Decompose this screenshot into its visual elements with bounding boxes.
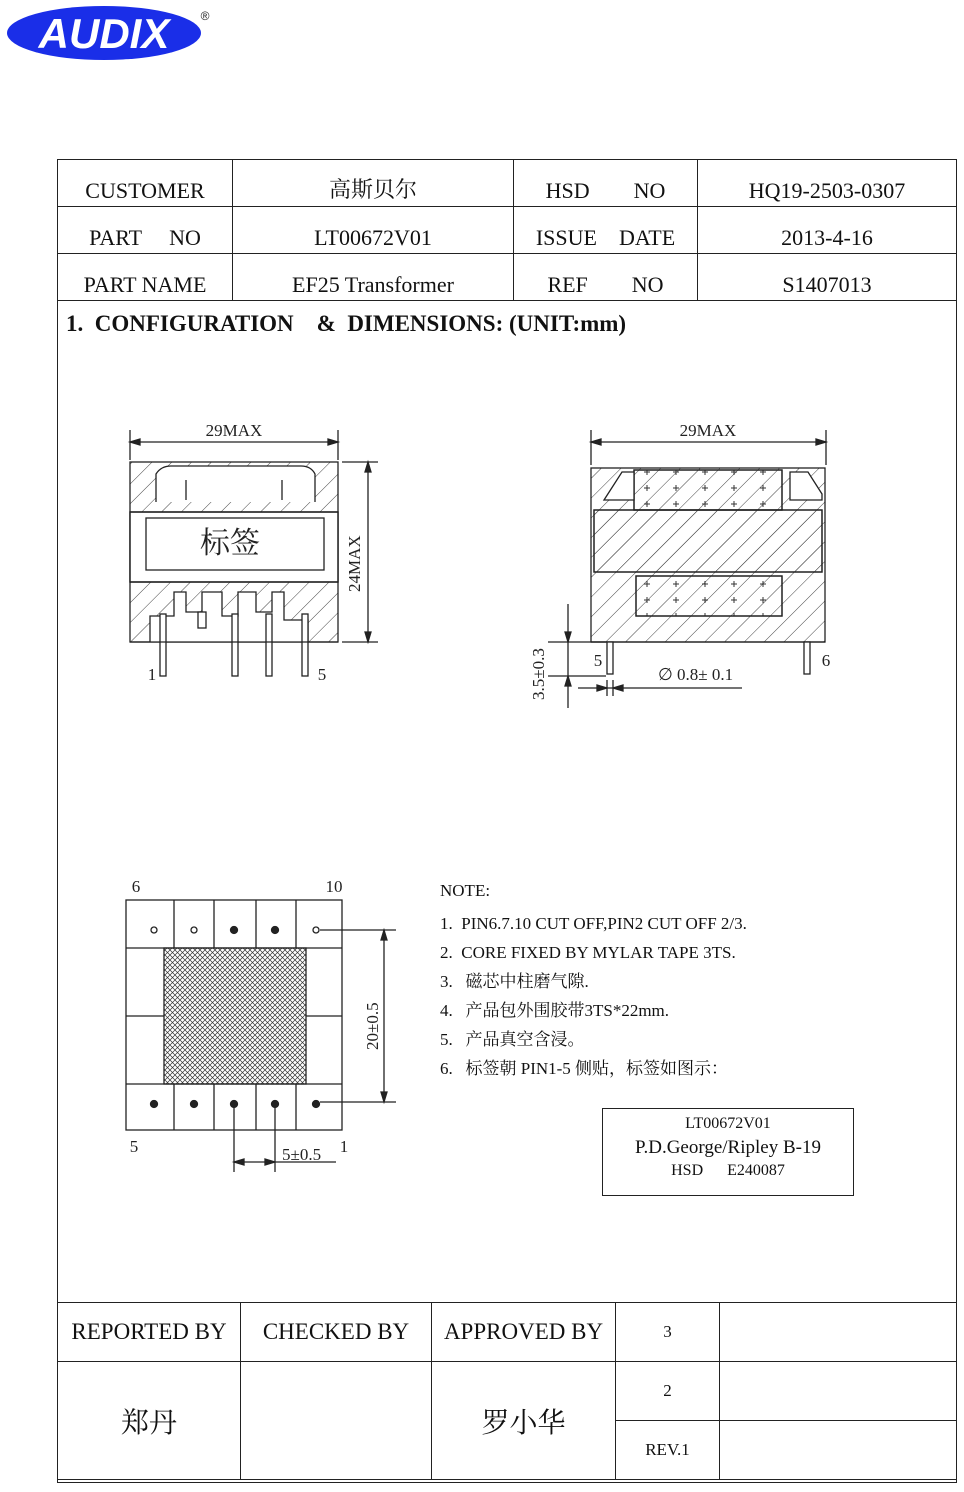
side-pin-6-label: 6 <box>821 651 831 670</box>
part-name-label: PART NAME <box>58 254 233 301</box>
approved-signature: 罗小华 <box>432 1362 616 1480</box>
part-no-label: PART NO <box>58 207 233 254</box>
pin-height-dim: 3.5±0.3 <box>529 648 548 700</box>
side-pin-5-label: 5 <box>593 651 603 670</box>
revision-3: 3 <box>616 1303 720 1362</box>
label-part-no: LT00672V01 <box>685 1115 771 1132</box>
label-text: 标签 <box>200 527 260 560</box>
front-pin-1-label: 1 <box>147 665 157 684</box>
revision-1: REV.1 <box>616 1421 720 1480</box>
issue-date-value: 2013-4-16 <box>698 207 957 254</box>
note-item: 3. 磁芯中柱磨气隙. <box>440 972 589 991</box>
note-item: 4. 产品包外围胶带3TS*22mm. <box>440 1001 670 1020</box>
side-width-dim: 29MAX <box>679 421 737 440</box>
front-width-dim: 29MAX <box>205 421 263 440</box>
part-name-value: EF25 Transformer <box>233 254 514 301</box>
revision-3-desc <box>720 1303 957 1362</box>
part-no-value: LT00672V01 <box>233 207 514 254</box>
note-item: 1. PIN6.7.10 CUT OFF,PIN2 CUT OFF 2/3. <box>440 914 747 933</box>
section-title: 1. CONFIGURATION & DIMENSIONS: (UNIT:mm) <box>66 311 627 336</box>
ref-no-value: S1407013 <box>698 254 957 301</box>
revision-2-desc <box>720 1362 957 1421</box>
reported-by-header: REPORTED BY <box>58 1303 241 1362</box>
logo-registered-mark: ® <box>200 9 210 23</box>
front-height-dim: 24MAX <box>345 535 364 592</box>
note-item: 5. 产品真空含浸。 <box>440 1030 585 1049</box>
label-ul-file: HSD E240087 <box>671 1162 785 1179</box>
approved-by-header: APPROVED BY <box>432 1303 616 1362</box>
label-maker: P.D.George/Ripley B-19 <box>635 1137 821 1158</box>
side-view <box>529 421 830 708</box>
bottom-pin-10-label: 10 <box>325 877 343 896</box>
ref-no-label: REF NO <box>514 254 698 301</box>
pin-diameter-dim: ∅ 0.8± 0.1 <box>658 665 734 684</box>
front-pin-5-label: 5 <box>317 665 327 684</box>
pin-pitch-dim: 5±0.5 <box>282 1145 322 1164</box>
note-item: 6. 标签朝 PIN1-5 侧贴，标签如图示： <box>440 1059 729 1078</box>
customer-label: CUSTOMER <box>58 160 233 207</box>
revision-1-desc <box>720 1421 957 1480</box>
reported-signature: 郑丹 <box>58 1362 241 1480</box>
bottom-view <box>126 877 396 1172</box>
notes-title: NOTE: <box>440 881 491 900</box>
bottom-pin-6-label: 6 <box>131 877 141 896</box>
revision-2: 2 <box>616 1362 720 1421</box>
customer-value: 高斯贝尔 <box>233 160 514 207</box>
note-item: 2. CORE FIXED BY MYLAR TAPE 3TS. <box>440 943 736 962</box>
notes-block <box>440 876 747 1083</box>
checked-by-header: CHECKED BY <box>241 1303 432 1362</box>
checked-signature <box>241 1362 432 1480</box>
logo-text: AUDIX <box>38 10 170 57</box>
label-sample-box <box>602 1108 854 1196</box>
issue-date-label: ISSUE DATE <box>514 207 698 254</box>
bottom-pin-5-label: 5 <box>129 1137 139 1156</box>
hsd-no-label: HSD NO <box>514 160 698 207</box>
bottom-pin-1-label: 1 <box>339 1137 349 1156</box>
approval-table <box>57 1302 957 1480</box>
hsd-no-value: HQ19-2503-0307 <box>698 160 957 207</box>
front-view <box>130 421 378 684</box>
row-spacing-dim: 20±0.5 <box>363 1002 382 1050</box>
